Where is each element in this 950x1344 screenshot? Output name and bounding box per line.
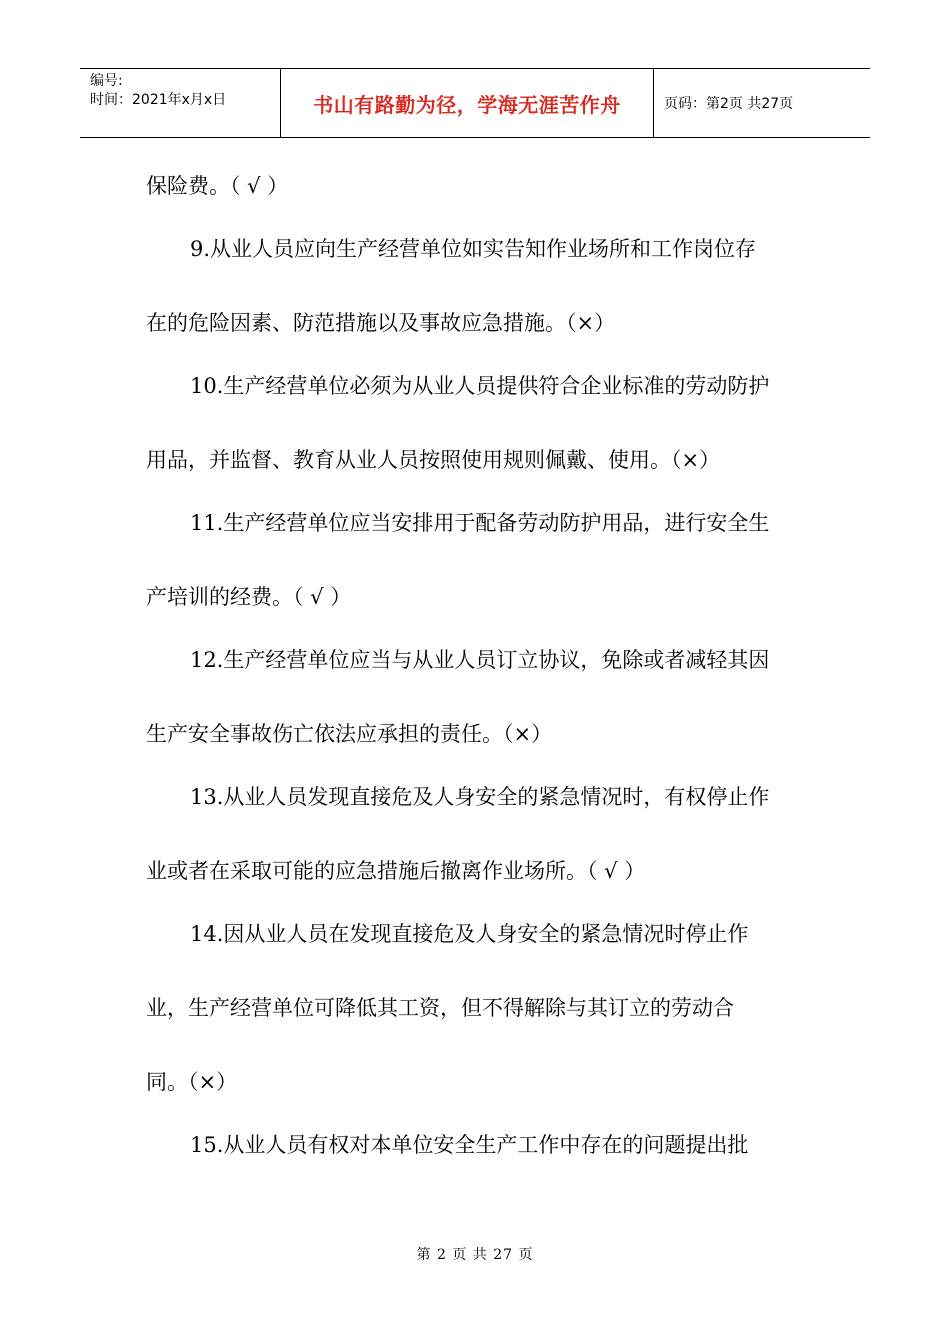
text-line: 业或者在采取可能的应急措施后撤离作业场所。（ √ ） (146, 859, 646, 883)
text-line: 在的危险因素、防范措施以及事故应急措施。（×） (146, 311, 616, 335)
text-line: 12.生产经营单位应当与从业人员订立协议，免除或者减轻其因 (190, 648, 770, 672)
text-line: 产培训的经费。（ √ ） (146, 585, 352, 609)
text-line: 业，生产经营单位可降低其工资，但不得解除与其订立的劳动合 (146, 996, 734, 1020)
text-line: 13.从业人员发现直接危及人身安全的紧急情况时，有权停止作 (190, 785, 770, 809)
date-label: 时间：2021年x月x日 (90, 92, 227, 108)
text-line: 10.生产经营单位必须为从业人员提供符合企业标准的劳动防护 (190, 374, 770, 398)
text-line: 生产安全事故伤亡依法应承担的责任。（×） (146, 722, 553, 746)
text-line: 同。（×） (146, 1070, 238, 1094)
header-motto: 书山有路勤为径，学海无涯苦作舟 (281, 69, 654, 137)
text-line: 15.从业人员有权对本单位安全生产工作中存在的问题提出批 (190, 1133, 749, 1157)
header-page-info: 页码：第2页 共27页 (664, 96, 794, 112)
text-line: 保险费。（ √ ） (146, 174, 289, 198)
text-line: 用品，并监督、教育从业人员按照使用规则佩戴、使用。（×） (146, 448, 721, 472)
page-footer: 第 2 页 共 27 页 (416, 1247, 534, 1263)
header-meta (80, 69, 281, 137)
text-line: 14.因从业人员在发现直接危及人身安全的紧急情况时停止作 (190, 922, 749, 946)
text-line: 9.从业人员应向生产经营单位如实告知作业场所和工作岗位存 (190, 237, 757, 261)
header-table (80, 68, 870, 138)
number-label: 编号: (90, 73, 123, 89)
text-line: 11.生产经营单位应当安排用于配备劳动防护用品，进行安全生 (190, 511, 770, 535)
